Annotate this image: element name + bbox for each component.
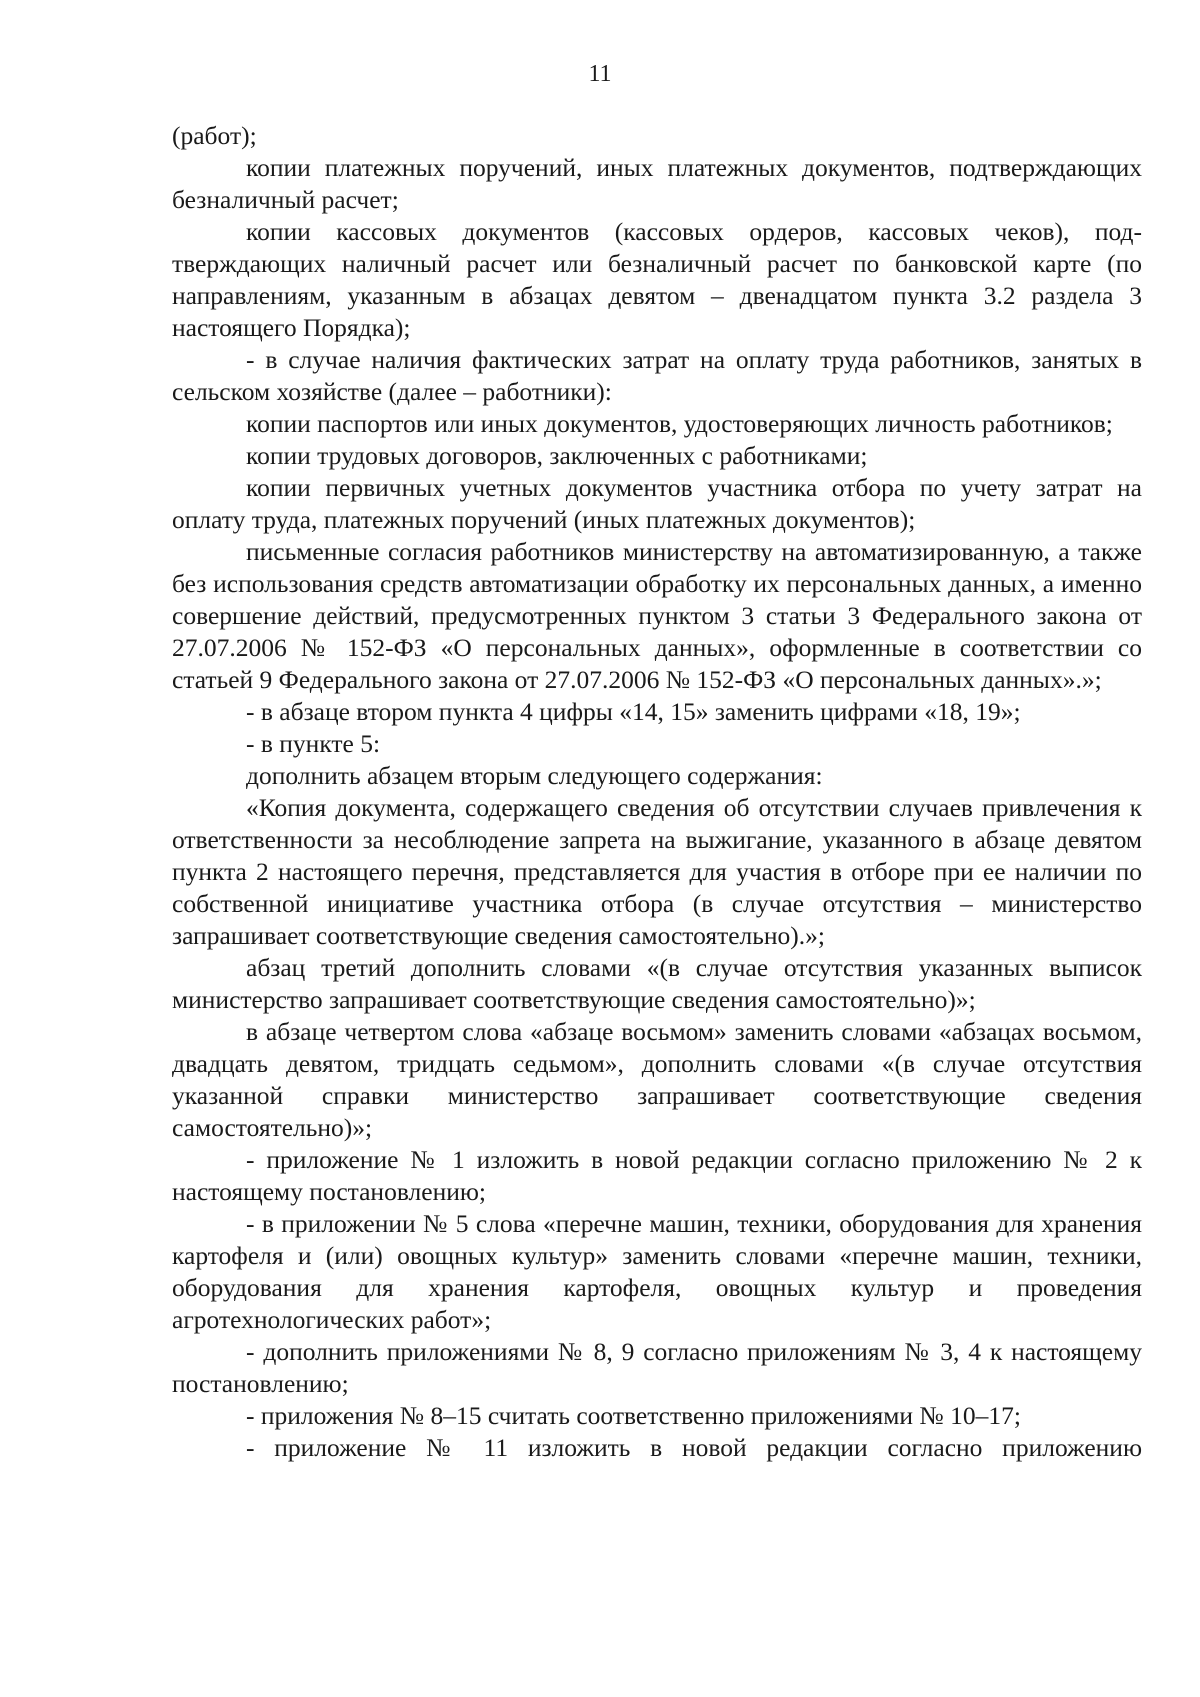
- paragraph: - в абзаце втором пункта 4 цифры «14, 15» заменить цифрами «18, 19»;: [246, 697, 1021, 726]
- paragraph: - приложения № 8–15 считать соответственно приложениями № 10–17;: [246, 1401, 1021, 1430]
- paragraph: копии платежных поручений, иных платежных документов, подтверждающих безналичный расчет;: [172, 153, 1142, 214]
- paragraph: - приложение № 1 изложить в новой редакции согласно приложению № 2 к настоящему постановлению;: [172, 1145, 1142, 1206]
- paragraph: абзац третий дополнить словами «(в случае отсутствия указанных выписок министерство запрашивает соответствующие сведения самостоятельно)»;: [172, 953, 1142, 1014]
- paragraph: копии трудовых договоров, заключенных с работниками;: [246, 441, 868, 470]
- paragraph: копии кассовых документов (кассовых ордеров, кассовых чеков), подтверждающих наличный расчет или безналичный расчет по банковской карте (по направлениям, указанным в абзацах девятом – двенадцатом пункта 3.2 раздела 3 настоящего Порядка);: [172, 217, 1142, 342]
- paragraph: копии первичных учетных документов участника отбора по учету затрат на оплату труда, платежных поручений (иных платежных документов);: [172, 473, 1142, 534]
- paragraph: - дополнить приложениями № 8, 9 согласно приложениям № 3, 4 к настоящему постановлению;: [172, 1337, 1142, 1398]
- paragraph: письменные согласия работников министерству на автоматизированную, а также без использования средств автоматизации обработку их персональных данных, а именно совершение действий, предусмотренных пунктом 3 статьи 3 Федерального закона от 27.07.2006 № 152-ФЗ «О персональных данных», оформленные в соответствии со статьей 9 Федерального закона от 27.07.2006 № 152-ФЗ «О персональных данных».»;: [172, 537, 1142, 694]
- document-body: [172, 120, 1142, 1464]
- paragraph: в абзаце четвертом слова «абзаце восьмом» заменить словами «абзацах восьмом, двадцать девятом, тридцать седьмом», дополнить словами «(в случае отсутствия указанной справки министерство запрашивает соответствующие сведения самостоятельно)»;: [172, 1017, 1142, 1142]
- paragraph: дополнить абзацем вторым следующего содержания:: [246, 761, 823, 790]
- paragraph: - в пункте 5:: [246, 729, 381, 758]
- paragraph: - в приложении № 5 слова «перечне машин, техники, оборудования для хранения картофеля и (или) овощных культур» заменить словами «перечне машин, техники, оборудования для хранения картофеля, овощных культур и проведения агротехнологических работ»;: [172, 1209, 1142, 1334]
- paragraph: «Копия документа, содержащего сведения об отсутствии случаев привлечения к ответственности за несоблюдение запрета на выжигание, указанного в абзаце девятом пункта 2 настоящего перечня, представляется для участия в отборе при ее наличии по собственной инициативе участника отбора (в случае отсутствия – министерство запрашивает соответствующие сведения самостоятельно).»;: [172, 793, 1142, 950]
- paragraph: копии паспортов или иных документов, удостоверяющих личность работников;: [246, 409, 1113, 438]
- paragraph: (работ);: [172, 121, 257, 150]
- paragraph: - в случае наличия фактических затрат на оплату труда работников, занятых в сельском хозяйстве (далее – работники):: [172, 345, 1142, 406]
- paragraph: - приложение № 11 изложить в новой редакции согласно приложению: [246, 1433, 1142, 1462]
- page-number: 11: [588, 61, 612, 87]
